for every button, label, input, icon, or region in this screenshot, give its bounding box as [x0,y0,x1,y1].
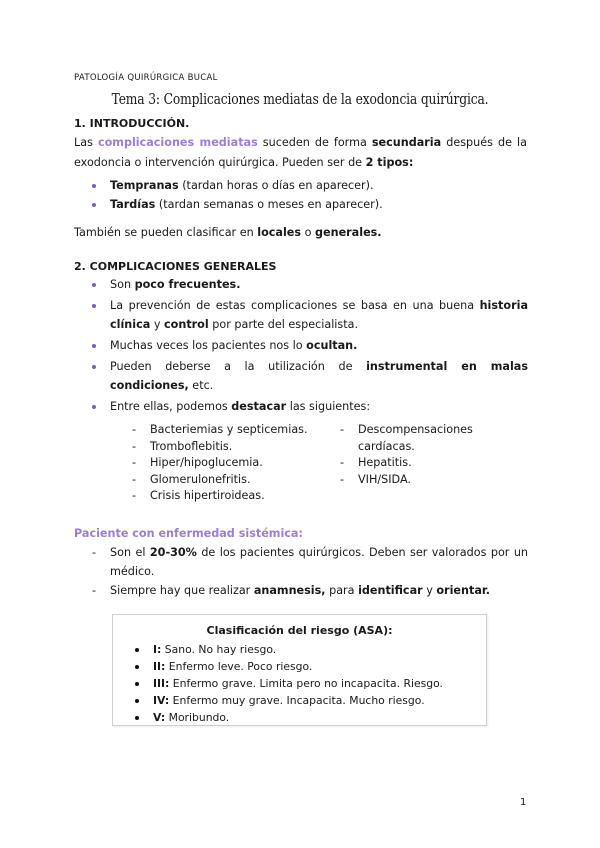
bold-term: ocultan. [306,339,358,352]
bold-term: Tempranas [110,179,179,192]
text-fragment: de los pacientes quirúrgicos. Deben ser valorados por un médico. [110,546,529,578]
bold-term: locales [257,226,302,239]
bold-term: identificar [358,584,423,597]
list-item [135,709,443,726]
asa-box [112,614,487,726]
list-item: - Hiper/hipoglucemia. [132,455,332,472]
list-item [135,692,443,709]
list-item [135,675,443,692]
text-fragment: Siempre hay que realizar [110,584,254,597]
text-fragment: después de la exodoncia o intervención quirúrgica. Pueden ser de [74,136,527,169]
bold-term: 2 tipos: [365,156,414,169]
conditions-column-right [340,422,490,488]
list-item: - Bacteriemias y septicemias. [132,422,332,439]
text-fragment: Son [110,278,135,291]
bold-term: secundaria [371,136,442,149]
text-fragment: La prevención de estas complicaciones se basa en una buena [110,299,480,312]
text-fragment: por parte del especialista. [208,318,359,331]
intro-paragraph [74,133,527,173]
text-fragment: Son el [110,546,150,559]
list-item [92,336,528,355]
text-fragment: Entre ellas, podemos [110,400,232,413]
bold-term: generales. [315,226,382,239]
bold-term: orientar. [436,584,491,597]
list-item [92,357,528,395]
list-item [135,658,443,675]
list-item: - Crisis hipertiroideas. [132,488,332,505]
list-item [92,195,528,214]
section-heading-introduccion: 1. INTRODUCCIÓN. [74,117,190,130]
asa-code: V: [153,711,166,724]
list-item: - Glomerulonefritis. [132,472,332,489]
section-heading-complicaciones-generales: 2. COMPLICACIONES GENERALES [74,260,277,273]
bold-term: anamnesis, [253,584,326,597]
running-header: PATOLOGÍA QUIRÚRGICA BUCAL [74,73,218,83]
bold-term: poco frecuentes. [134,278,241,291]
asa-title: Clasificación del riesgo (ASA): [206,624,393,637]
list-item [92,296,528,334]
bold-term: Tardías [110,198,156,211]
text-fragment: Las [74,136,98,149]
asa-text: Enfermo leve. Poco riesgo. [165,660,313,673]
bold-term: instrumental en malas condiciones, [110,360,528,392]
text-fragment: y [422,584,437,597]
list-item: - Hepatitis. [340,455,490,472]
classification-paragraph [74,223,527,243]
text-fragment: etc. [188,379,214,392]
list-item [92,275,528,294]
systemic-heading: Paciente con enfermedad sistémica: [74,527,303,540]
asa-text: Enfermo grave. Limita pero no incapacita. Riesgo. [169,677,443,690]
page-title: Tema 3: Complicaciones mediatas de la exodoncia quirúrgica. [111,90,489,108]
list-item: - VIH/SIDA. [340,472,490,489]
list-item [92,543,528,581]
list-item: - Descompensaciones cardíacas. [340,422,490,455]
conditions-column-left [132,422,332,505]
text-fragment: para [325,584,359,597]
page-number: 1 [520,797,527,808]
text-fragment: Muchas veces los pacientes nos lo [110,339,307,352]
asa-code: I: [153,643,162,656]
list-item [92,397,528,416]
general-list [92,275,528,418]
highlight-term: complicaciones mediatas [97,136,258,149]
asa-code: III: [153,677,170,690]
asa-list [135,641,443,726]
asa-text: Moribundo. [165,711,230,724]
asa-code: II: [153,660,166,673]
text-fragment: También se pueden clasificar en [74,226,258,239]
asa-code: IV: [153,694,170,707]
text-fragment: suceden de forma [257,136,372,149]
text-fragment: o [301,226,316,239]
text-fragment: (tardan semanas o meses en aparecer). [155,198,383,211]
text-fragment: Pueden deberse a la utilización de [110,360,367,373]
text-fragment: (tardan horas o días en aparecer). [178,179,374,192]
bold-term: 20-30% [149,546,197,559]
list-item: - Tromboflebitis. [132,439,332,456]
asa-text: Enfermo muy grave. Incapacita. Mucho riesgo. [169,694,425,707]
asa-text: Sano. No hay riesgo. [161,643,277,656]
types-list [92,176,528,214]
systemic-list [92,543,528,600]
list-item [135,641,443,658]
bold-term: destacar [231,400,287,413]
list-item [92,176,528,195]
text-fragment: las siguientes: [286,400,371,413]
text-fragment: y [150,318,165,331]
bold-term: control [164,318,209,331]
bold-term: historia clínica [110,299,528,331]
list-item [92,581,528,600]
